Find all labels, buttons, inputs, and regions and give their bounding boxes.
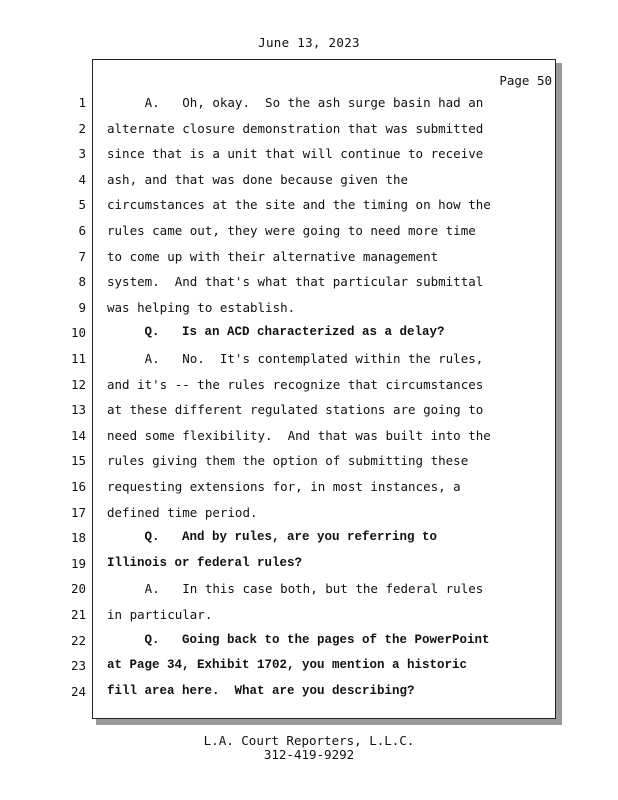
line-number: 3 xyxy=(78,146,86,161)
transcript-line: Q. And by rules, are you referring to xyxy=(107,530,438,544)
line-number: 6 xyxy=(78,223,86,238)
transcript-line: since that is a unit that will continue to receive xyxy=(107,146,484,161)
footer-phone: 312-419-9292 xyxy=(263,747,355,762)
transcript-line: A. Oh, okay. So the ash surge basin had an xyxy=(107,95,484,110)
line-number: 17 xyxy=(70,505,86,520)
line-number: 21 xyxy=(70,607,86,622)
transcript-line: alternate closure demonstration that was submitted xyxy=(107,121,484,136)
transcript-line: in particular. xyxy=(107,607,213,622)
transcript-line: ash, and that was done because given the xyxy=(107,172,409,187)
transcript-line: Illinois or federal rules? xyxy=(107,556,303,570)
page-number: Page 50 xyxy=(499,73,552,88)
line-number: 1 xyxy=(78,95,86,110)
transcript-line: Q. Going back to the pages of the PowerPoint xyxy=(107,633,490,647)
footer-firm: L.A. Court Reporters, L.L.C. xyxy=(203,733,415,748)
line-number: 14 xyxy=(70,428,86,443)
line-number: 20 xyxy=(70,581,86,596)
transcript-line: need some flexibility. And that was built into the xyxy=(107,428,491,443)
line-number: 10 xyxy=(70,325,86,340)
line-number: 12 xyxy=(70,377,86,392)
transcript-line: system. And that's what that particular submittal xyxy=(107,274,484,289)
line-number: 24 xyxy=(70,684,86,699)
line-number: 22 xyxy=(70,633,86,648)
line-number: 8 xyxy=(78,274,86,289)
transcript-line: A. In this case both, but the federal rules xyxy=(107,581,484,596)
line-number: 11 xyxy=(70,351,86,366)
line-number: 23 xyxy=(70,658,86,673)
header-date: June 13, 2023 xyxy=(258,35,360,50)
line-number: 9 xyxy=(78,300,86,315)
transcript-line: Q. Is an ACD characterized as a delay? xyxy=(107,325,445,339)
transcript-line: requesting extensions for, in most instances, a xyxy=(107,479,461,494)
line-number: 7 xyxy=(78,249,86,264)
transcript-line: to come up with their alternative management xyxy=(107,249,439,264)
transcript-line: at Page 34, Exhibit 1702, you mention a historic xyxy=(107,658,468,672)
line-number: 4 xyxy=(78,172,86,187)
line-number: 15 xyxy=(70,453,86,468)
transcript-line: fill area here. What are you describing? xyxy=(107,684,415,698)
line-number: 5 xyxy=(78,197,86,212)
transcript-line: circumstances at the site and the timing on how the xyxy=(107,197,491,212)
transcript-line: A. No. It's contemplated within the rules, xyxy=(107,351,484,366)
line-number: 18 xyxy=(70,530,86,545)
line-number: 16 xyxy=(70,479,86,494)
transcript-line: and it's -- the rules recognize that circumstances xyxy=(107,377,484,392)
transcript-line: defined time period. xyxy=(107,505,258,520)
line-number: 13 xyxy=(70,402,86,417)
transcript-line: rules came out, they were going to need more time xyxy=(107,223,476,238)
transcript-line: rules giving them the option of submitting these xyxy=(107,453,469,468)
line-number: 2 xyxy=(78,121,86,136)
transcript-line: at these different regulated stations are going to xyxy=(107,402,484,417)
line-number: 19 xyxy=(70,556,86,571)
transcript-line: was helping to establish. xyxy=(107,300,296,315)
